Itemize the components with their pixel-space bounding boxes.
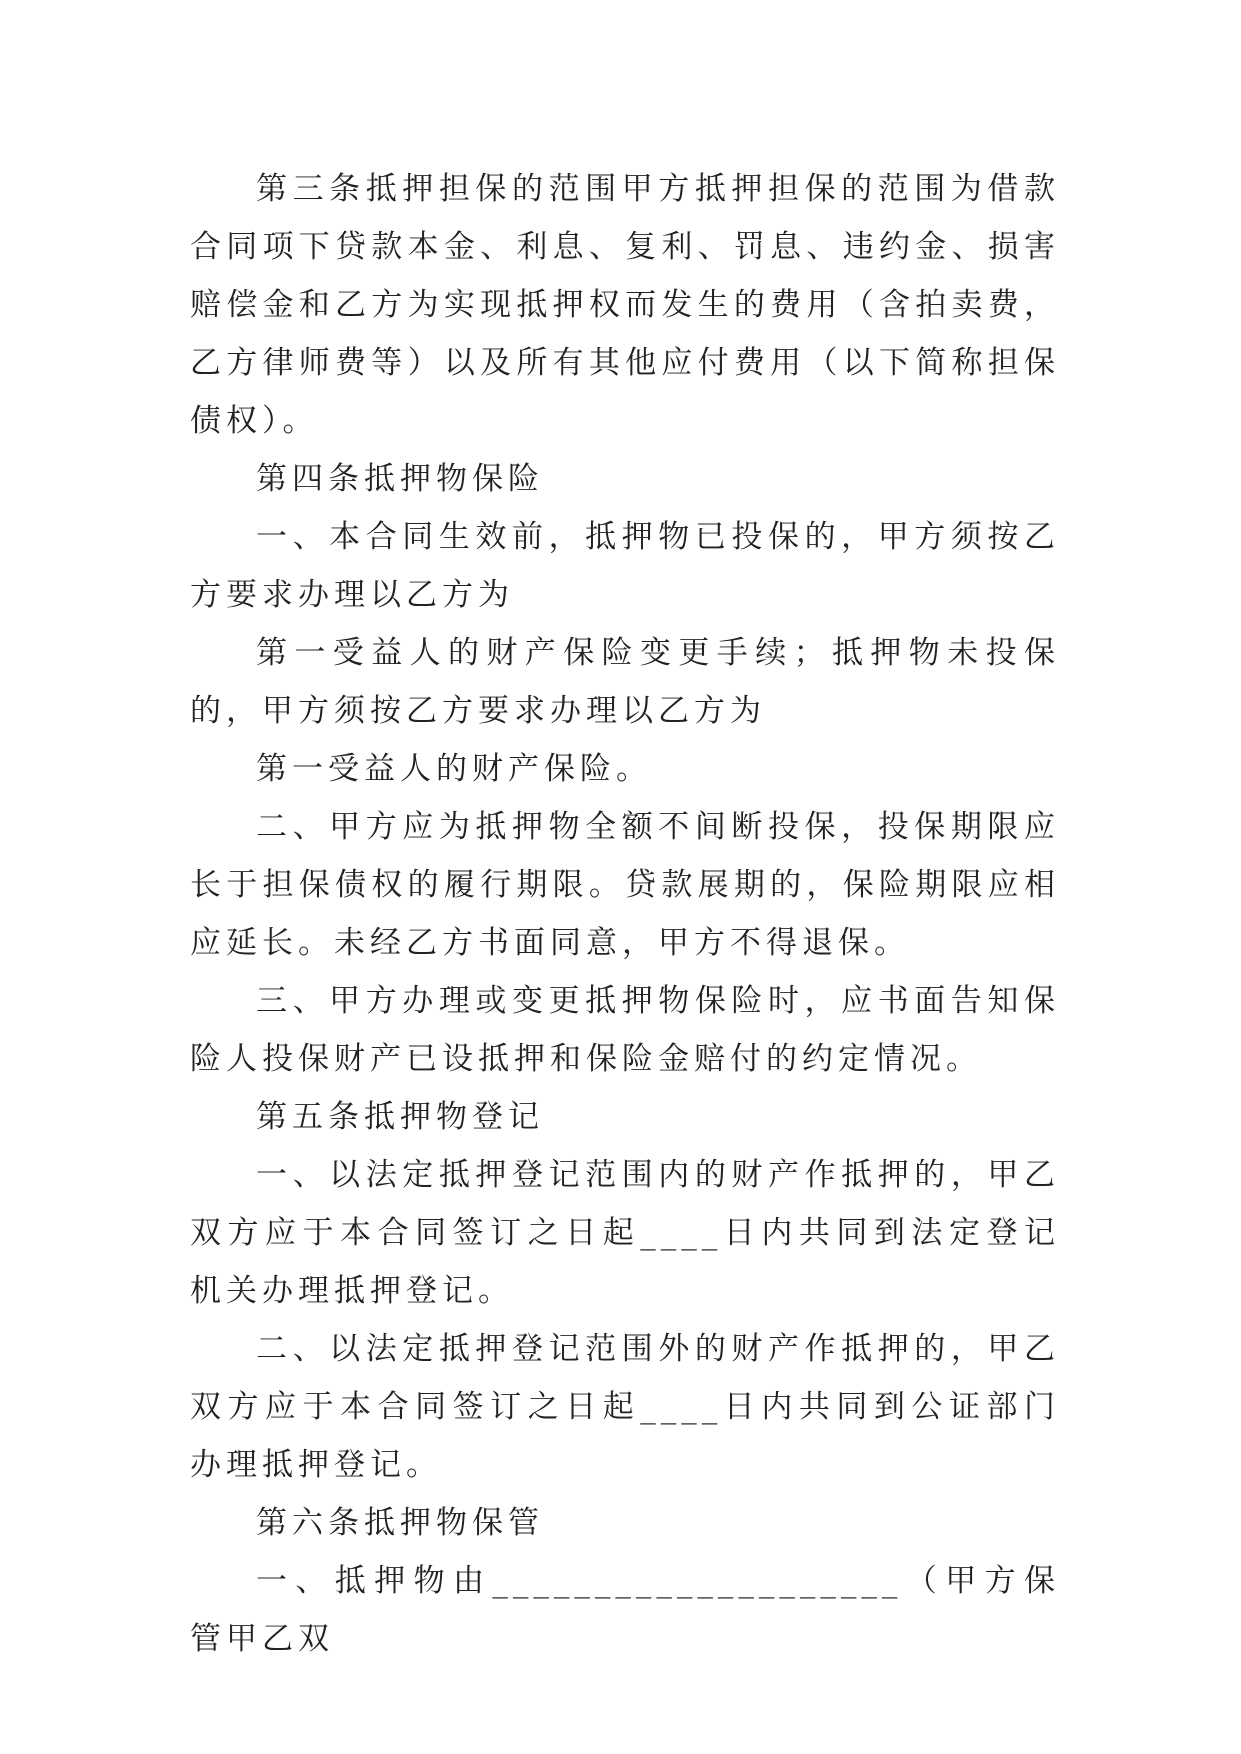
heading-article-4: 第四条抵押物保险 bbox=[256, 461, 544, 497]
paragraph-article-4-item-1-end: 第一受益人的财产保险。 bbox=[256, 751, 652, 787]
paragraph-article-3-scope: 第三条抵押担保的范围甲方抵押担保的范围为借款合同项下贷款本金、利息、复利、罚息、违约金、损害赔偿金和乙方为实现抵押权而发生的费用（含拍卖费，乙方律师费等）以及所有其他应付费用（以下简称担保债权）。 bbox=[190, 171, 1060, 439]
paragraph-article-4-item-1-cont: 第一受益人的财产保险变更手续；抵押物未投保的，甲方须按乙方要求办理以乙方为 bbox=[190, 635, 1060, 729]
paragraph-article-5-item-2: 二、以法定抵押登记范围外的财产作抵押的，甲乙双方应于本合同签订之日起____日内共同到公证部门办理抵押登记。 bbox=[190, 1331, 1060, 1483]
heading-article-6: 第六条抵押物保管 bbox=[256, 1505, 544, 1541]
paragraph-article-4-item-3: 三、甲方办理或变更抵押物保险时，应书面告知保险人投保财产已设抵押和保险金赔付的约定情况。 bbox=[190, 983, 1060, 1077]
paragraph-article-5-item-1: 一、以法定抵押登记范围内的财产作抵押的，甲乙双方应于本合同签订之日起____日内共同到法定登记机关办理抵押登记。 bbox=[190, 1157, 1060, 1309]
paragraph-article-6-item-1: 一、抵押物由____________________（甲方保管甲乙双 bbox=[190, 1563, 1060, 1657]
document-body bbox=[190, 160, 1060, 1668]
heading-article-5: 第五条抵押物登记 bbox=[256, 1099, 544, 1135]
paragraph-article-4-item-2: 二、甲方应为抵押物全额不间断投保，投保期限应长于担保债权的履行期限。贷款展期的，保险期限应相应延长。未经乙方书面同意，甲方不得退保。 bbox=[190, 809, 1060, 961]
paragraph-article-4-item-1: 一、本合同生效前，抵押物已投保的，甲方须按乙方要求办理以乙方为 bbox=[190, 519, 1060, 613]
